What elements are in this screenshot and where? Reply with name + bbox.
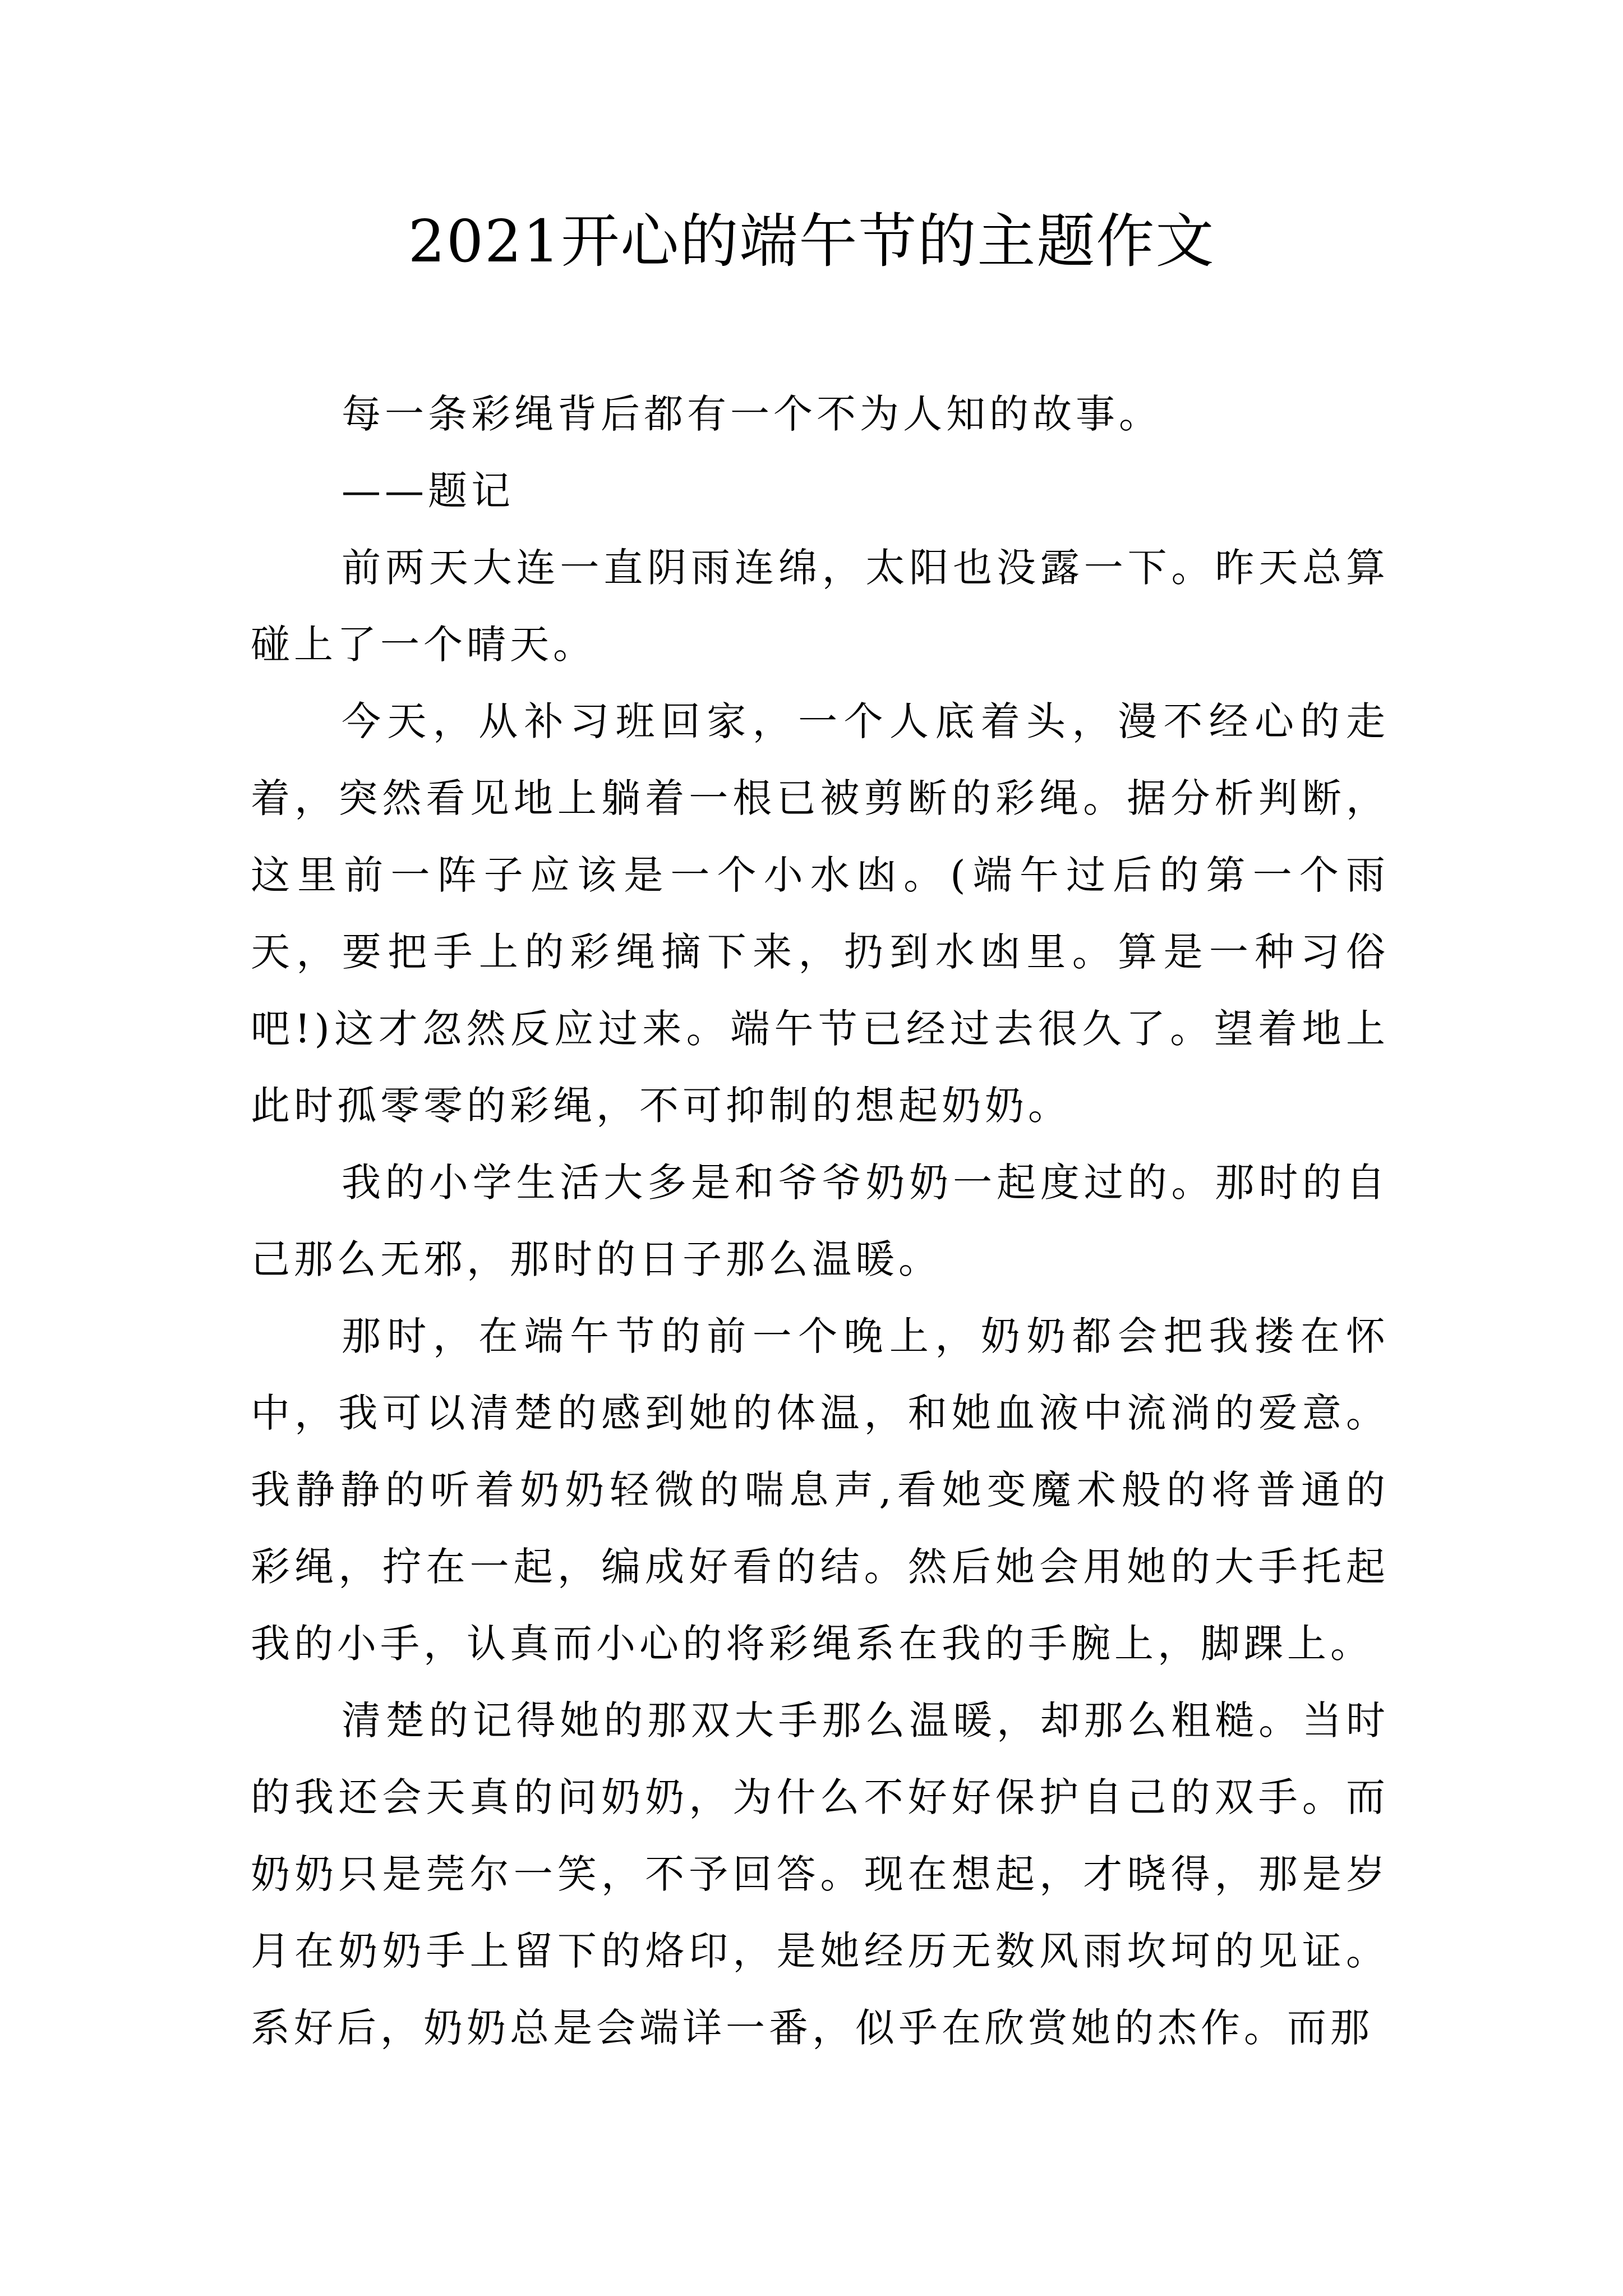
paragraph: 前两天大连一直阴雨连绵，太阳也没露一下。昨天总算碰上了一个晴天。	[251, 545, 1389, 668]
document-body	[251, 376, 1389, 2067]
paragraph-epigraph-attribution: ——题记	[342, 468, 514, 514]
paragraph: 我的小学生活大多是和爷爷奶奶一起度过的。那时的自己那么无邪，那时的日子那么温暖。	[251, 1159, 1389, 1282]
document-title: 2021开心的端午节的主题作文	[408, 207, 1215, 275]
paragraph: 那时，在端午节的前一个晚上，奶奶都会把我搂在怀中，我可以清楚的感到她的体温，和她血液中流淌的爱意。我静静的听着奶奶轻微的喘息声,看她变魔术般的将普通的彩绳，拧在一起，编成好看的结。然后她会用她的大手托起我的小手，认真而小心的将彩绳系在我的手腕上，脚踝上。	[251, 1313, 1389, 1667]
paragraph-epigraph: 每一条彩绳背后都有一个不为人知的故事。	[342, 391, 1162, 437]
paragraph: 今天，从补习班回家，一个人底着头，漫不经心的走着，突然看见地上躺着一根已被剪断的彩绳。据分析判断，这里前一阵子应该是一个小水凼。(端午过后的第一个雨天，要把手上的彩绳摘下来，扔到水凼里。算是一种习俗吧!)这才忽然反应过来。端午节已经过去很久了。望着地上此时孤零零的彩绳，不可抑制的想起奶奶。	[251, 698, 1389, 1129]
paragraph: 清楚的记得她的那双大手那么温暖，却那么粗糙。当时的我还会天真的问奶奶，为什么不好好保护自己的双手。而奶奶只是莞尔一笑，不予回答。现在想起，才晓得，那是岁月在奶奶手上留下的烙印，是她经历无数风雨坎坷的见证。系好后，奶奶总是会端详一番，似乎在欣赏她的杰作。而那	[251, 1697, 1389, 2051]
